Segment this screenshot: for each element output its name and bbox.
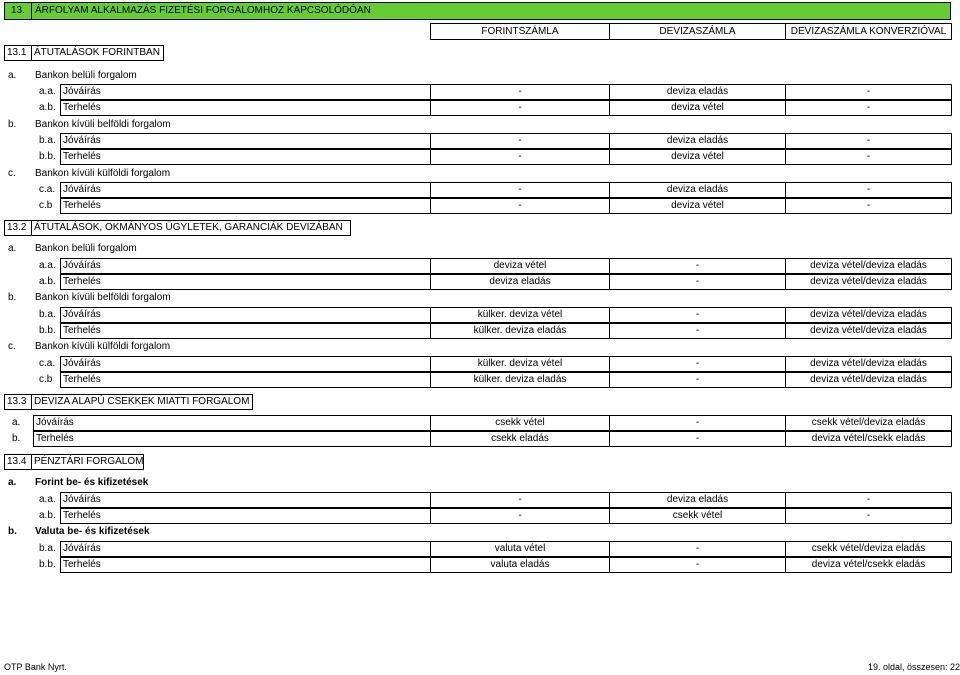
group-code: b. — [8, 119, 17, 130]
deviza-konverzio-cell: - — [785, 508, 952, 524]
deviza-cell: - — [609, 323, 786, 339]
row-code: b.b. — [39, 151, 56, 162]
section-title: DEVIZA ALAPÚ CSEKKEK MIATTI FORGALOM — [31, 394, 253, 410]
deviza-cell: - — [609, 431, 786, 447]
row-label-cell: Terhelés — [60, 100, 431, 116]
forint-cell: - — [430, 149, 610, 165]
group-code: c. — [8, 168, 16, 179]
deviza-konverzio-cell: deviza vétel/deviza eladás — [785, 323, 952, 339]
group-title: Bankon kívüli belföldi forgalom — [35, 119, 171, 130]
deviza-konverzio-cell: deviza vétel/deviza eladás — [785, 307, 952, 323]
forint-cell: valuta eladás — [430, 557, 610, 573]
deviza-konverzio-cell: - — [785, 149, 952, 165]
deviza-konverzio-cell: - — [785, 182, 952, 198]
row-code: b.a. — [39, 309, 56, 320]
group-title: Bankon kívüli belföldi forgalom — [35, 292, 171, 303]
forint-cell: csekk vétel — [430, 415, 610, 431]
group-code: a. — [8, 70, 17, 81]
deviza-konverzio-cell: deviza vétel/deviza eladás — [785, 372, 952, 388]
forint-cell: - — [430, 133, 610, 149]
page-title: ÁRFOLYAM ALKALMAZÁS FIZETÉSI FORGALOMHOZ KAPCSOLÓDÓAN — [35, 5, 371, 16]
forint-cell: - — [430, 198, 610, 214]
group-code: c. — [8, 341, 16, 352]
row-label-cell: Jóváírás — [60, 258, 431, 274]
forint-cell: csekk eladás — [430, 431, 610, 447]
deviza-cell: deviza eladás — [609, 133, 786, 149]
forint-cell: külker. deviza vétel — [430, 307, 610, 323]
row-code: a.b. — [39, 102, 56, 113]
row-code: a. — [12, 417, 21, 428]
section-title: ÁTUTALÁSOK, OKMÁNYOS ÜGYLETEK, GARANCIÁK DEVIZÁBAN — [31, 220, 351, 236]
group-title: Bankon kívüli külföldi forgalom — [35, 341, 171, 352]
forint-cell: valuta vétel — [430, 541, 610, 557]
section-number: 13.1 — [4, 45, 32, 61]
deviza-konverzio-cell: - — [785, 198, 952, 214]
row-label-cell: Terhelés — [60, 508, 431, 524]
deviza-cell: - — [609, 415, 786, 431]
group-title: Bankon belüli forgalom — [35, 70, 137, 81]
forint-cell: - — [430, 100, 610, 116]
deviza-konverzio-cell: - — [785, 133, 952, 149]
section-number: 13.3 — [4, 394, 32, 410]
footer-company: OTP Bank Nyrt. — [4, 662, 67, 672]
row-label-cell: Jóváírás — [60, 182, 431, 198]
column-header-forint: FORINTSZÁMLA — [430, 23, 610, 40]
row-code: c.b — [39, 374, 53, 385]
forint-cell: külker. deviza vétel — [430, 356, 610, 372]
row-code: b.b. — [39, 559, 56, 570]
deviza-konverzio-cell: - — [785, 100, 952, 116]
deviza-cell: deviza eladás — [609, 182, 786, 198]
deviza-cell: deviza vétel — [609, 198, 786, 214]
group-title: Forint be- és kifizetések — [35, 477, 149, 488]
row-code: c.a. — [39, 184, 56, 195]
row-code: b.a. — [39, 135, 56, 146]
row-code: a.a. — [39, 494, 56, 505]
row-code: b.a. — [39, 543, 56, 554]
group-code: b. — [8, 292, 17, 303]
title-number: 13. — [11, 5, 25, 16]
forint-cell: deviza vétel — [430, 258, 610, 274]
deviza-konverzio-cell: csekk vétel/deviza eladás — [785, 541, 952, 557]
row-label-cell: Jóváírás — [60, 492, 431, 508]
deviza-konverzio-cell: deviza vétel/deviza eladás — [785, 356, 952, 372]
deviza-cell: - — [609, 356, 786, 372]
row-code: b. — [12, 433, 21, 444]
group-title: Valuta be- és kifizetések — [35, 526, 150, 537]
row-label-cell: Jóváírás — [60, 133, 431, 149]
deviza-konverzio-cell: deviza vétel/deviza eladás — [785, 258, 952, 274]
footer-page-number: 19. oldal, összesen: 22 — [867, 662, 960, 672]
row-code: c.b — [39, 200, 53, 211]
deviza-cell: deviza eladás — [609, 84, 786, 100]
row-label-cell: Terhelés — [33, 431, 431, 447]
deviza-konverzio-cell: deviza vétel/csekk eladás — [785, 431, 952, 447]
row-label-cell: Terhelés — [60, 198, 431, 214]
deviza-cell: - — [609, 274, 786, 290]
row-label-cell: Terhelés — [60, 149, 431, 165]
forint-cell: - — [430, 492, 610, 508]
forint-cell: külker. deviza eladás — [430, 323, 610, 339]
row-label-cell: Terhelés — [60, 323, 431, 339]
row-code: a.b. — [39, 510, 56, 521]
row-code: a.a. — [39, 86, 56, 97]
row-label-cell: Jóváírás — [60, 84, 431, 100]
group-title: Bankon belüli forgalom — [35, 243, 137, 254]
deviza-konverzio-cell: deviza vétel/deviza eladás — [785, 274, 952, 290]
forint-cell: - — [430, 182, 610, 198]
row-code: a.b. — [39, 276, 56, 287]
deviza-konverzio-cell: - — [785, 492, 952, 508]
forint-cell: - — [430, 508, 610, 524]
deviza-cell: csekk vétel — [609, 508, 786, 524]
row-label-cell: Terhelés — [60, 557, 431, 573]
deviza-cell: - — [609, 307, 786, 323]
deviza-cell: - — [609, 258, 786, 274]
group-code: b. — [8, 526, 17, 537]
forint-cell: külker. deviza eladás — [430, 372, 610, 388]
deviza-cell: deviza vétel — [609, 149, 786, 165]
column-header-deviza-konverzio: DEVIZASZÁMLA KONVERZIÓVAL — [785, 23, 952, 40]
row-label-cell: Terhelés — [60, 274, 431, 290]
section-title: PÉNZTÁRI FORGALOM — [31, 454, 144, 470]
deviza-konverzio-cell: deviza vétel/csekk eladás — [785, 557, 952, 573]
deviza-konverzio-cell: - — [785, 84, 952, 100]
row-label-cell: Jóváírás — [60, 307, 431, 323]
row-code: c.a. — [39, 358, 56, 369]
section-number: 13.4 — [4, 454, 32, 470]
column-header-deviza: DEVIZASZÁMLA — [609, 23, 786, 40]
deviza-cell: - — [609, 557, 786, 573]
group-code: a. — [8, 243, 17, 254]
section-number: 13.2 — [4, 220, 32, 236]
deviza-cell: - — [609, 541, 786, 557]
deviza-cell: - — [609, 372, 786, 388]
row-label-cell: Terhelés — [60, 372, 431, 388]
row-code: a.a. — [39, 260, 56, 271]
title-divider — [31, 2, 32, 20]
section-title: ÁTUTALÁSOK FORINTBAN — [31, 45, 164, 61]
row-label-cell: Jóváírás — [60, 356, 431, 372]
deviza-konverzio-cell: csekk vétel/deviza eladás — [785, 415, 952, 431]
forint-cell: - — [430, 84, 610, 100]
group-title: Bankon kívüli külföldi forgalom — [35, 168, 171, 179]
row-label-cell: Jóváírás — [60, 541, 431, 557]
deviza-cell: deviza eladás — [609, 492, 786, 508]
forint-cell: deviza eladás — [430, 274, 610, 290]
group-code: a. — [8, 477, 17, 488]
row-code: b.b. — [39, 325, 56, 336]
deviza-cell: deviza vétel — [609, 100, 786, 116]
row-label-cell: Jóváírás — [33, 415, 431, 431]
